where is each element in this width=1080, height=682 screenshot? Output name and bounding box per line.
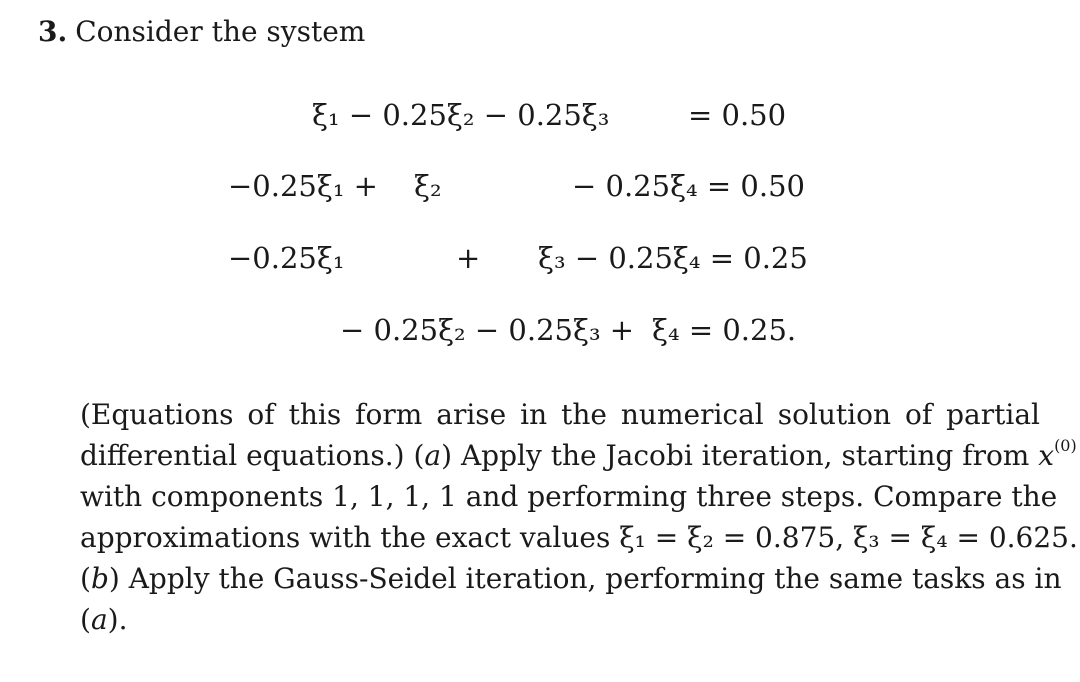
text-line-5-open: ( — [80, 562, 91, 595]
text-line-5-rest: ) Apply the Gauss-Seidel iteration, performing the same tasks as in — [108, 562, 1062, 595]
eq3-term1: −0.25ξ₁ — [228, 241, 345, 275]
eq3-plus: + — [456, 241, 481, 275]
text-line-2-part-a: differential equations.) ( — [80, 439, 425, 472]
part-a-ref: a — [90, 603, 108, 636]
eq2-term1: −0.25ξ₁ + — [228, 169, 378, 203]
problem-intro: Consider the system — [75, 15, 366, 48]
eq1-lhs: ξ₁ − 0.25ξ₂ − 0.25ξ₃ — [312, 98, 610, 132]
text-line-6 — [80, 599, 1040, 640]
text-line-6-close: ). — [107, 603, 128, 636]
text-line-2 — [80, 435, 1077, 476]
text-line-1: (Equations of this form arise in the numerical solution of partial — [80, 398, 1040, 431]
eq4-lhs: − 0.25ξ₂ − 0.25ξ₃ + — [340, 313, 635, 347]
vector-x-superscript: (0) — [1054, 436, 1077, 455]
problem-number: 3. — [38, 15, 68, 48]
eq3-rhs: ξ₃ − 0.25ξ₄ = 0.25 — [538, 241, 808, 275]
eq4-rhs: ξ₄ = 0.25. — [652, 313, 797, 347]
text-line-5 — [80, 558, 1062, 599]
text-line-6-open: ( — [80, 603, 91, 636]
vector-x: x — [1038, 439, 1055, 472]
text-line-3: with components 1, 1, 1, 1 and performing three steps. Compare the — [80, 480, 1058, 513]
problem-description — [80, 394, 1078, 640]
part-a-label: a — [424, 439, 442, 472]
eq2-term2: ξ₂ — [414, 169, 442, 203]
text-line-2-part-c: ) Apply the Jacobi iteration, starting from — [441, 439, 1030, 472]
part-b-label: b — [90, 562, 109, 595]
text-line-4: approximations with the exact values ξ₁ = ξ₂ = 0.875, ξ₃ = ξ₄ = 0.625. — [80, 521, 1078, 554]
eq2-rhs: − 0.25ξ₄ = 0.50 — [572, 169, 805, 203]
eq1-rhs: = 0.50 — [688, 98, 787, 132]
problem-heading — [38, 14, 365, 50]
